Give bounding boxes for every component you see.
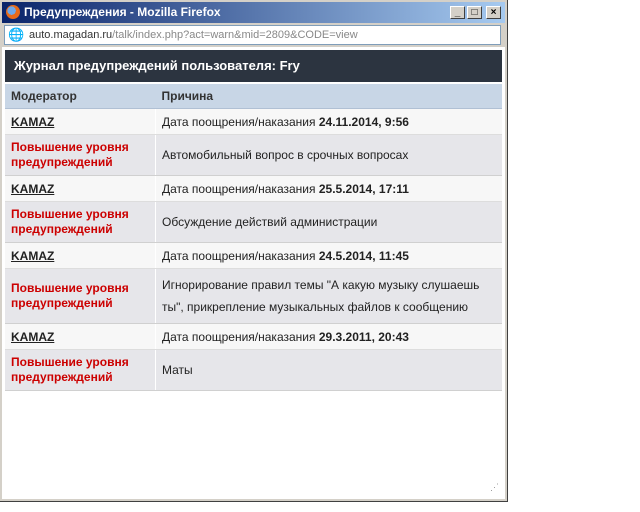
warning-action: Повышение уровня предупреждений — [5, 202, 156, 243]
warning-reason: Игнорирование правил темы "А какую музыку слушаешь ты", прикрепление музыкальных файлов к сообщению — [156, 269, 503, 324]
resize-grip-icon[interactable]: ⋰ — [490, 482, 499, 492]
maximize-button[interactable]: □ — [467, 6, 482, 19]
warning-reason: Маты — [156, 350, 503, 391]
site-identity-icon[interactable]: 🌐 — [8, 27, 25, 42]
date-cell — [156, 324, 503, 350]
url-path: /talk/index.php?act=warn&mid=2809&CODE=view — [112, 29, 358, 41]
moderator-cell — [5, 176, 156, 202]
moderator-cell — [5, 109, 156, 135]
url-text — [29, 26, 358, 44]
window-title: Предупреждения - Mozilla Firefox — [24, 5, 221, 19]
date-value: 29.3.2011, 20:43 — [318, 329, 409, 344]
date-value: 25.5.2014, 17:11 — [318, 181, 409, 196]
moderator-cell — [5, 243, 156, 269]
column-header-moderator: Модератор — [5, 84, 156, 109]
date-cell — [156, 176, 503, 202]
url-host: auto.magadan.ru — [29, 29, 113, 41]
warning-action: Повышение уровня предупреждений — [5, 269, 156, 324]
table-row — [5, 324, 502, 350]
page-content — [2, 47, 505, 499]
firefox-icon — [6, 5, 20, 19]
address-bar[interactable] — [4, 25, 501, 45]
table-row — [5, 243, 502, 269]
moderator-link[interactable]: KAMAZ — [11, 181, 55, 196]
warning-action: Повышение уровня предупреждений — [5, 135, 156, 176]
date-label: Дата поощрения/наказания — [162, 248, 316, 263]
warning-reason: Обсуждение действий администрации — [156, 202, 503, 243]
table-row — [5, 350, 502, 391]
minimize-button[interactable]: _ — [450, 6, 465, 19]
date-label: Дата поощрения/наказания — [162, 181, 316, 196]
close-button[interactable]: × — [486, 6, 501, 19]
panel-title: Журнал предупреждений пользователя: Fry — [5, 50, 502, 84]
table-row — [5, 109, 502, 135]
title-bar[interactable] — [2, 2, 505, 23]
warnings-panel — [5, 50, 502, 391]
warnings-table — [5, 84, 502, 391]
table-row — [5, 135, 502, 176]
moderator-cell — [5, 324, 156, 350]
date-label: Дата поощрения/наказания — [162, 114, 316, 129]
date-cell — [156, 109, 503, 135]
table-row — [5, 269, 502, 324]
table-row — [5, 176, 502, 202]
moderator-link[interactable]: KAMAZ — [11, 248, 55, 263]
date-value: 24.5.2014, 11:45 — [318, 248, 409, 263]
warning-action: Повышение уровня предупреждений — [5, 350, 156, 391]
moderator-link[interactable]: KAMAZ — [11, 114, 55, 129]
table-row — [5, 202, 502, 243]
warning-reason: Автомобильный вопрос в срочных вопросах — [156, 135, 503, 176]
date-cell — [156, 243, 503, 269]
column-header-reason: Причина — [156, 84, 503, 109]
date-label: Дата поощрения/наказания — [162, 329, 316, 344]
date-value: 24.11.2014, 9:56 — [318, 114, 409, 129]
moderator-link[interactable]: KAMAZ — [11, 329, 55, 344]
